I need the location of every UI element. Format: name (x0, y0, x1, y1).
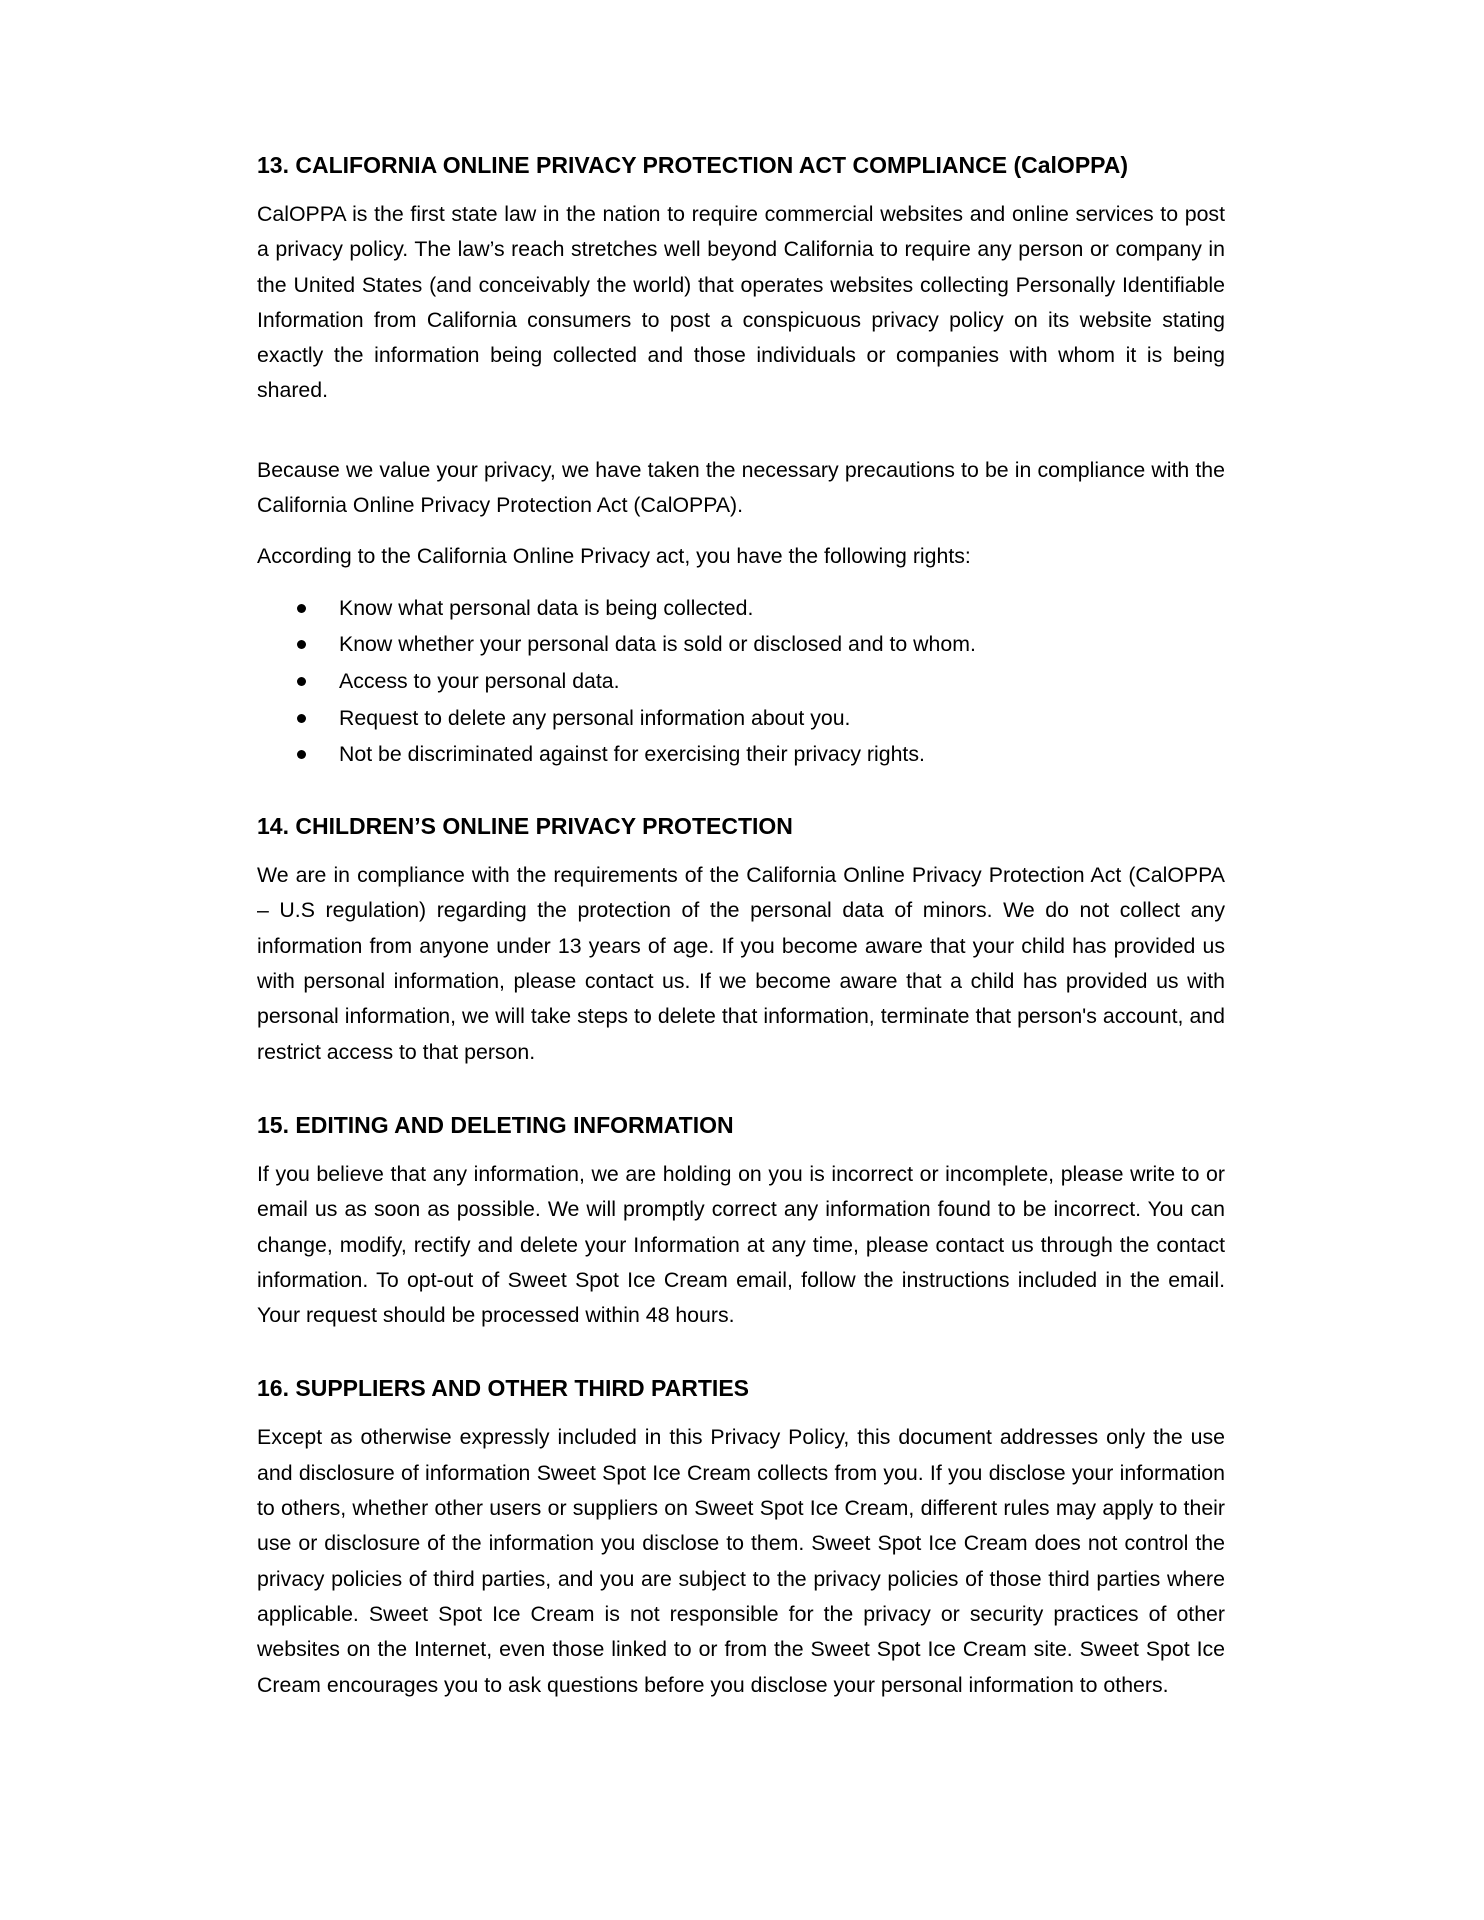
section-paragraph: Because we value your privacy, we have taken the necessary precautions to be in compliance with the California Online Privacy Protection Act (CalOPPA). (257, 457, 1225, 518)
section-heading: 13. CALIFORNIA ONLINE PRIVACY PROTECTION ACT COMPLIANCE (CalOPPA) (257, 152, 1129, 178)
list-item (257, 663, 1225, 700)
section-paragraph: According to the California Online Privacy act, you have the following rights: (257, 544, 971, 569)
section-paragraph: We are in compliance with the requirements of the California Online Privacy Protection Act (CalOPPA – U.S regulation) regarding the protection of the personal data of minors. We do not collect any information from anyone under 13 years of age. If you become aware that your child has provided us with personal information, please contact us. If we become aware that a child has provided us with personal information, we will take steps to delete that information, terminate that person's account, and restrict access to that person. (257, 863, 1225, 1064)
bullet-icon (297, 640, 306, 649)
document-page (257, 149, 1225, 1703)
bullet-icon (297, 604, 306, 613)
list-item (257, 700, 1225, 737)
section-heading: 14. CHILDREN’S ONLINE PRIVACY PROTECTION (257, 813, 793, 840)
section-paragraph: If you believe that any information, we are holding on you is incorrect or incomplete, please write to or email us as soon as possible. We will promptly correct any information found to be incorrect. You can change, modify, rectify and delete your Information at any time, please contact us through the contact information. To opt-out of Sweet Spot Ice Cream email, follow the instructions included in the email. Your request should be processed within 48 hours. (257, 1161, 1225, 1328)
bullet-icon (297, 677, 306, 686)
list-item (257, 590, 1225, 627)
list-item (257, 736, 1225, 773)
section-calOPPA-compliance (257, 149, 1225, 773)
section-paragraph: Except as otherwise expressly included in this Privacy Policy, this document addresses only the use and disclosure of information Sweet Spot Ice Cream collects from you. If you disclose your information to others, whether other users or suppliers on Sweet Spot Ice Cream, different rules may apply to their use or disclosure of the information you disclose to them. Sweet Spot Ice Cream does not control the privacy policies of third parties, and you are subject to the privacy policies of those third parties where applicable. Sweet Spot Ice Cream is not responsible for the privacy or security practices of other websites on the Internet, even those linked to or from the Sweet Spot Ice Cream site. Sweet Spot Ice Cream encourages you to ask questions before you disclose your personal information to others. (257, 1425, 1225, 1697)
section-paragraph: CalOPPA is the first state law in the nation to require commercial websites and online services to post a privacy policy. The law’s reach stretches well beyond California to require any person or company in the United States (and conceivably the world) that operates websites collecting Personally Identifiable Information from California consumers to post a conspicuous privacy policy on its website stating exactly the information being collected and those individuals or companies with whom it is being shared. (257, 202, 1225, 403)
section-heading: 15. EDITING AND DELETING INFORMATION (257, 1111, 734, 1138)
section-childrens-privacy (257, 810, 1225, 1070)
list-item-text: Access to your personal data. (339, 669, 620, 694)
section-editing-deleting (257, 1109, 1225, 1333)
list-item-text: Know whether your personal data is sold or disclosed and to whom. (339, 632, 976, 657)
list-item-text: Request to delete any personal information about you. (339, 705, 851, 730)
section-heading: 16. SUPPLIERS AND OTHER THIRD PARTIES (257, 1375, 750, 1402)
list-item-text: Not be discriminated against for exercising their privacy rights. (339, 742, 925, 767)
list-item (257, 626, 1225, 663)
rights-list (257, 590, 1225, 774)
bullet-icon (297, 714, 306, 723)
bullet-icon (297, 750, 306, 759)
section-suppliers-third-parties (257, 1372, 1225, 1702)
list-item-text: Know what personal data is being collected. (339, 595, 754, 620)
